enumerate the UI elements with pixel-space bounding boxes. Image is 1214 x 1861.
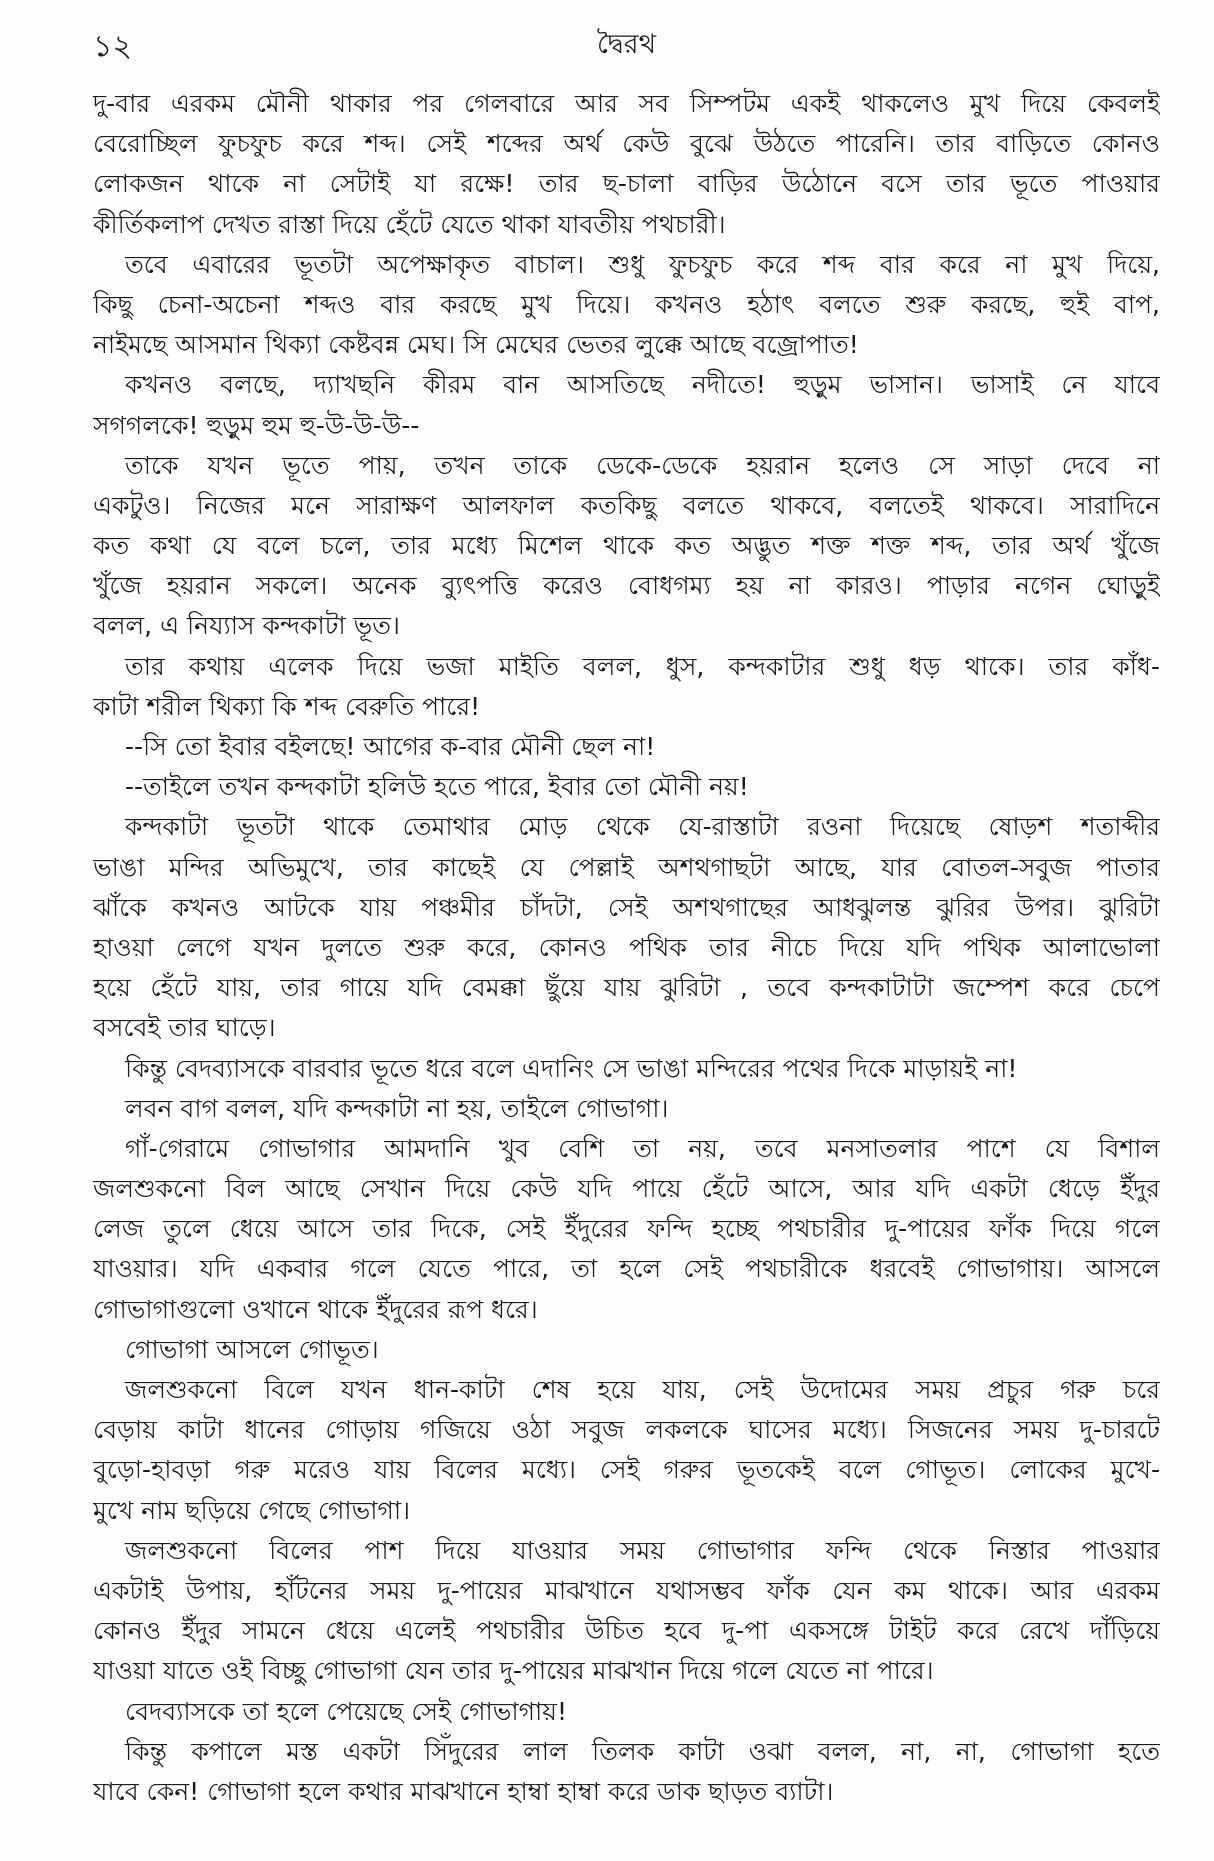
text-line: --সি তো ইবার বইলছে! আগের ক-বার মৌনী ছেল না! bbox=[125, 732, 656, 761]
text-line: বুড়ো-হাবড়া গরু মরেও যায় বিলের মধ্যে। সেই গরুর ভূতকেই বলে গোভূত। লোকের মুখে- bbox=[93, 1455, 1160, 1485]
text-line: একটাই উপায়, হাঁটনের সময় দু-পায়ের মাঝখানে যথাসম্ভব ফাঁক যেন কম থাকে। আর এরকম bbox=[93, 1575, 1160, 1605]
text-line: বেরোচ্ছিল ফুচফুচ করে শব্দ। সেই শব্দের অর্থ কেউ বুঝে উঠতে পারেনি। তার বাড়িতে কোনও bbox=[93, 129, 1160, 159]
paragraph bbox=[93, 84, 1160, 245]
text-line: কাটা শরীল থিক্যা কি শব্দ বেরুতি পারে! bbox=[93, 691, 481, 721]
paragraph bbox=[93, 1370, 1160, 1531]
paragraph bbox=[93, 1129, 1160, 1330]
text-line: যাওয়া যাতে ওই বিচ্ছু গোভাগা যেন তার দু-পায়ের মাঝখান দিয়ে গলে যেতে না পারে। bbox=[93, 1656, 934, 1686]
paragraph bbox=[93, 727, 1160, 767]
text-line: লেজ তুলে ধেয়ে আসে তার দিকে, সেই ইঁদুরের ফন্দি হচ্ছে পথচারীর দু-পায়ের ফাঁক দিয়ে গলে bbox=[93, 1214, 1160, 1244]
text-line: তাকে যখন ভূতে পায়, তখন তাকে ডেকে-ডেকে হয়রান হলেও সে সাড়া দেবে না bbox=[125, 450, 1160, 480]
page-number: ১২ bbox=[93, 29, 132, 64]
text-line: গোভাগাগুলো ওখানে থাকে ইঁদুরের রূপ ধরে। bbox=[93, 1294, 538, 1324]
paragraph bbox=[93, 1089, 1160, 1129]
text-line: ভাঙা মন্দির অভিমুখে, তার কাছেই যে পেল্লাই অশথগাছটা আছে, যার বোতল-সবুজ পাতার bbox=[93, 852, 1160, 882]
paragraph bbox=[93, 1531, 1160, 1692]
text-line: যাওয়ার। যদি একবার গলে যেতে পারে, তা হলে সেই পথচারীকে ধরবেই গোভাগায়। আসলে bbox=[93, 1254, 1160, 1284]
text-line: লোকজন থাকে না সেটাই যা রক্ষে! তার ছ-চালা বাড়ির উঠোনে বসে তার ভূতে পাওয়ার bbox=[93, 169, 1160, 199]
paragraph bbox=[93, 245, 1160, 366]
text-line: বসবেই তার ঘাড়ে। bbox=[93, 1013, 276, 1043]
text-line: জলশুকনো বিল আছে সেখান দিয়ে কেউ যদি পায়ে হেঁটে আসে, আর যদি একটা ধেড়ে ইঁদুর bbox=[93, 1174, 1160, 1204]
text-line: --তাইলে তখন কন্দকাটা হলিউ হতে পারে, ইবার তো মৌনী নয়! bbox=[125, 772, 749, 802]
text-line: কোনও ইঁদুর সামনে ধেয়ে এলেই পথচারীর উচিত হবে দু-পা একসঙ্গে টাইট করে রেখে দাঁড়িয়ে bbox=[93, 1616, 1160, 1646]
paragraph bbox=[93, 647, 1160, 727]
text-line: দু-বার এরকম মৌনী থাকার পর গেলবারে আর সব সিম্পটম একই থাকলেও মুখ দিয়ে কেবলই bbox=[93, 89, 1160, 118]
text-line: একটুও। নিজের মনে সারাক্ষণ আলফাল কতকিছু বলতে থাকবে, বলতেই থাকবে। সারাদিনে bbox=[93, 490, 1160, 520]
paragraph bbox=[93, 1692, 1160, 1732]
running-title: দ্বৈরথ bbox=[596, 29, 657, 60]
paragraph bbox=[93, 1049, 1160, 1089]
text-line: মুখে নাম ছড়িয়ে গেছে গোভাগা। bbox=[93, 1495, 411, 1525]
text-line: তার কথায় এলেক দিয়ে ভজা মাইতি বলল, ধুস, কন্দকাটার শুধু ধড় থাকে। তার কাঁধ- bbox=[125, 651, 1160, 681]
text-line: খুঁজে হয়রান সকলে। অনেক ব্যুৎপত্তি করেও বোধগম্য হয় না কারও। পাড়ার নগেন ঘোড়ুই bbox=[93, 571, 1160, 601]
text-line: কন্দকাটা ভূতটা থাকে তেমাথার মোড় থেকে যে-রাস্তাটা রওনা দিয়েছে ষোড়শ শতাব্দীর bbox=[125, 812, 1160, 842]
text-line: বলল, এ নিয্যাস কন্দকাটা ভূত। bbox=[93, 611, 400, 641]
page-header bbox=[93, 22, 1160, 66]
text-line: তবে এবারের ভূতটা অপেক্ষাকৃত বাচাল। শুধু ফুচফুচ করে শব্দ বার করে না মুখ দিয়ে, bbox=[125, 249, 1160, 279]
text-line: গোভাগা আসলে গোভূত। bbox=[125, 1334, 379, 1364]
text-line: যাবে কেন! গোভাগা হলে কথার মাঝখানে হাম্বা হাম্বা করে ডাক ছাড়ত ব্যাটা। bbox=[93, 1776, 834, 1806]
text-line: কিন্তু কপালে মস্ত একটা সিঁদুরের লাল তিলক কাটা ওঝা বলল, না, না, গোভাগা হতে bbox=[125, 1736, 1160, 1766]
paragraph bbox=[93, 767, 1160, 807]
text-line: কিছু চেনা-অচেনা শব্দও বার করছে মুখ দিয়ে। কখনও হঠাৎ বলতে শুরু করছে, হুই বাপ, bbox=[93, 289, 1160, 319]
text-line: বেড়ায় কাটা ধানের গোড়ায় গজিয়ে ওঠা সবুজ লকলকে ঘাসের মধ্যে। সিজনের সময় দু-চারটে bbox=[93, 1415, 1160, 1445]
paragraph bbox=[93, 446, 1160, 647]
text-line: জলশুকনো বিলের পাশ দিয়ে যাওয়ার সময় গোভাগার ফন্দি থেকে নিস্তার পাওয়ার bbox=[125, 1535, 1160, 1565]
text-line: নাইমছে আসমান থিক্যা কেষ্টবন্ন মেঘ। সি মেঘের ভেতর লুক্কে আছে বজ্রোপাত! bbox=[93, 330, 859, 360]
text-line: গাঁ-গেরামে গোভাগার আমদানি খুব বেশি তা নয়, তবে মনসাতলার পাশে যে বিশাল bbox=[125, 1133, 1160, 1163]
text-line: জলশুকনো বিলে যখন ধান-কাটা শেষ হয়ে যায়, সেই উদোমের সময় প্রচুর গরু চরে bbox=[125, 1375, 1160, 1404]
paragraph bbox=[93, 1330, 1160, 1370]
paragraph bbox=[93, 807, 1160, 1048]
text-line: কখনও বলছে, দ্যাখছনি কীরম বান আসতিছে নদীতে! হুড়ুম ভাসান। ভাসাই নে যাবে bbox=[125, 370, 1160, 400]
text-line: বেদব্যাসকে তা হলে পেয়েছে সেই গোভাগায়! bbox=[125, 1696, 567, 1726]
text-line: কত কথা যে বলে চলে, তার মধ্যে মিশেল থাকে কত অদ্ভুত শক্ত শক্ত শব্দ, তার অর্থ খুঁজে bbox=[93, 531, 1160, 561]
text-line: সগগলকে! হুড়ুম হুম হু-উ-উ-উ-- bbox=[93, 410, 420, 440]
text-line: হাওয়া লেগে যখন দুলতে শুরু করে, কোনও পথিক তার নীচে দিয়ে যদি পথিক আলাভোলা bbox=[93, 932, 1160, 962]
text-line: লবন বাগ বলল, যদি কন্দকাটা না হয়, তাইলে গোভাগা। bbox=[125, 1093, 669, 1123]
text-line: হয়ে হেঁটে যায়, তার গায়ে যদি বেমক্কা ছুঁয়ে যায় ঝুরিটা , তবে কন্দকাটাটা জম্পেশ করে চেপে bbox=[93, 973, 1160, 1003]
text-line: কীর্তিকলাপ দেখত রাস্তা দিয়ে হেঁটে যেতে থাকা যাবতীয় পথচারী। bbox=[93, 209, 726, 239]
text-line: ঝাঁকে কখনও আটকে যায় পঞ্চমীর চাঁদটা, সেই অশথগাছের আধঝুলন্ত ঝুরির উপর। ঝুরিটা bbox=[93, 892, 1160, 922]
text-line: কিন্তু বেদব্যাসকে বারবার ভূতে ধরে বলে এদানিং সে ভাঙা মন্দিরের পথের দিকে মাড়ায়ই না! bbox=[125, 1053, 1018, 1083]
page-body bbox=[93, 84, 1160, 1812]
paragraph bbox=[93, 365, 1160, 445]
paragraph bbox=[93, 1732, 1160, 1812]
